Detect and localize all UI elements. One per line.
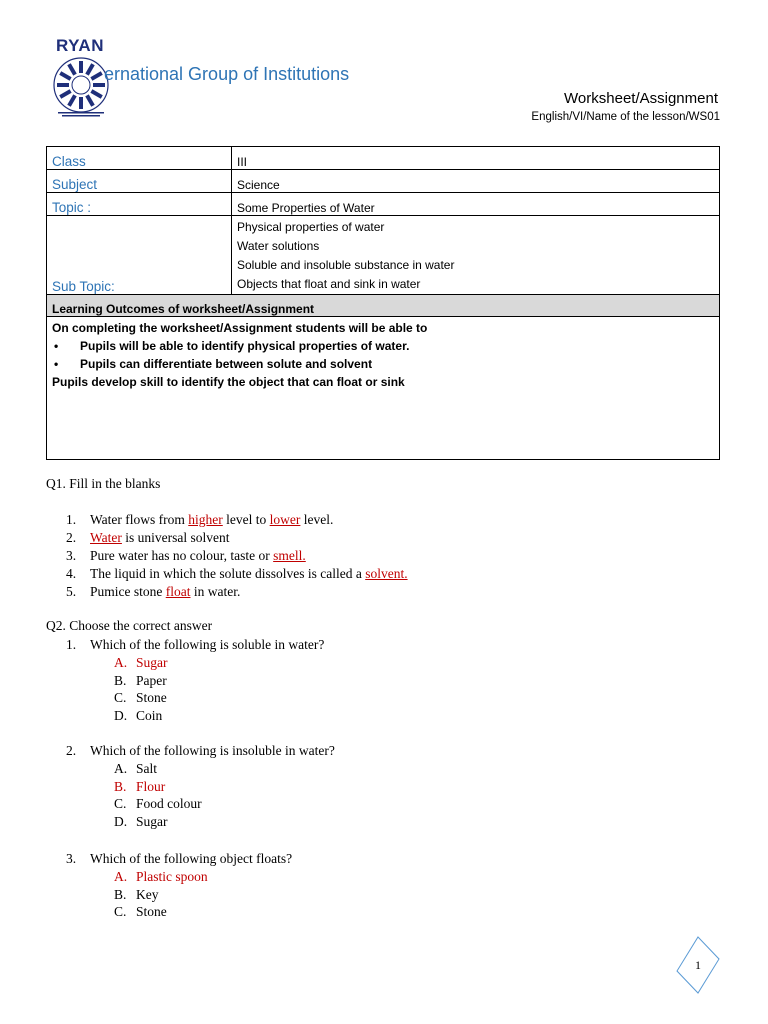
option-letter: D. [114,708,128,724]
page-number: 1 [695,958,701,972]
subject-value: Science [232,170,720,193]
learning-outcome-last: Pupils develop skill to identify the object that can float or sink [52,375,405,389]
subtopic-item: Objects that float and sink in water [237,277,421,291]
question-text: Pumice stone [90,584,166,599]
item-number: 4. [66,566,77,581]
subtopic-row [47,216,720,295]
question-text: Water flows from [90,512,189,527]
page-number-badge [675,935,721,995]
mcq-option [46,795,335,813]
answer-text: Water [90,530,122,545]
learning-outcomes-intro: On completing the worksheet/Assignment students will be able to [52,321,428,335]
item-number: 3. [66,851,77,866]
option-letter: A. [114,761,128,776]
subtopic-list [232,216,720,295]
q1-item [46,511,408,529]
option-letter: C. [114,796,127,812]
logo-text: RYAN [56,36,104,55]
q1-list [46,511,408,601]
option-text: Plastic spoon [136,869,208,884]
subject-row [47,170,720,193]
question-text: level. [300,512,334,527]
question-text: in water. [190,584,241,599]
learning-outcomes-row [47,317,720,460]
question-text: level to [222,512,270,527]
subject-label: Subject [47,170,232,193]
option-text: Coin [136,708,163,724]
topic-row [47,193,720,216]
option-letter: C. [114,690,127,706]
mcq-option-correct [46,778,335,796]
answer-text: solvent. [365,566,408,581]
question-text: Pure water has no colour, taste or [90,548,274,563]
mcq-question [46,636,324,725]
option-text: Food colour [136,796,202,812]
q1-item [46,547,408,565]
mcq-option-correct [46,654,324,672]
mcq-option [46,886,292,904]
option-letter: B. [114,672,127,688]
mcq-option [46,813,335,831]
q1-item [46,565,408,583]
option-text: Salt [136,761,158,776]
worksheet-subtitle: English/VI/Name of the lesson/WS01 [531,111,720,123]
learning-outcomes-header-row [47,295,720,317]
option-text: Sugar [136,655,168,670]
mcq-option [46,672,324,690]
option-text: Stone [136,904,167,920]
question-text: The liquid in which the solute dissolves is called a [90,566,366,581]
answer-text: smell. [273,548,306,563]
learning-outcome-bullet: • Pupils will be able to identify physical properties of water. [52,337,714,355]
subtopic-item: Soluble and insoluble substance in water [237,258,455,272]
option-letter: D. [114,814,128,830]
q1-heading: Q1. Fill in the blanks [46,476,161,491]
item-number: 1. [66,512,77,527]
option-text: Flour [136,778,166,794]
learning-outcome-bullet: • Pupils can differentiate between solute and solvent [52,355,714,373]
worksheet-info-table [46,146,720,460]
option-text: Key [136,886,159,902]
mcq-option [46,760,335,778]
mcq-option [46,689,324,707]
topic-label: Topic : [47,193,232,216]
option-text: Stone [136,690,167,706]
item-number: 1. [66,637,77,652]
subtopic-item: Water solutions [237,239,320,253]
mcq-option-correct [46,868,292,886]
option-letter: A. [114,869,128,884]
topic-value: Some Properties of Water [232,193,720,216]
mcq-question [46,850,292,921]
answer-text: float [165,584,191,599]
option-letter: C. [114,904,127,920]
mcq-question-text-row [46,636,324,654]
q1-item [46,583,408,601]
option-letter: B. [114,886,127,902]
mcq-option [46,903,292,921]
school-emblem-icon [48,52,114,118]
option-text: Paper [136,672,167,688]
learning-outcomes-heading: Learning Outcomes of worksheet/Assignment [47,295,720,317]
item-number: 5. [66,584,77,599]
option-text: Sugar [136,814,168,830]
option-letter: A. [114,655,128,670]
question-text: Which of the following is insoluble in water? [90,743,335,758]
item-number: 2. [66,743,77,758]
answer-text: lower [269,512,301,527]
item-number: 3. [66,548,77,563]
mcq-question-text-row [46,850,292,868]
q2-heading: Q2. Choose the correct answer [46,618,213,633]
subtopic-item: Physical properties of water [237,220,385,234]
question-text: is universal solvent [121,530,230,545]
worksheet-title: Worksheet/Assignment [564,90,718,107]
mcq-question [46,742,335,831]
answer-text: higher [188,512,223,527]
subtopic-label: Sub Topic: [47,216,232,295]
item-number: 2. [66,530,77,545]
option-letter: B. [114,778,127,794]
class-label: Class [47,147,232,170]
learning-outcomes-body [47,317,720,460]
question-text: Which of the following is soluble in water? [90,637,325,652]
mcq-question-text-row [46,742,335,760]
q1-item [46,529,408,547]
class-row [47,147,720,170]
organization-name: ernational Group of Institutions [104,64,350,84]
class-value: III [232,147,720,170]
question-text: Which of the following object floats? [90,851,293,866]
mcq-option [46,707,324,725]
